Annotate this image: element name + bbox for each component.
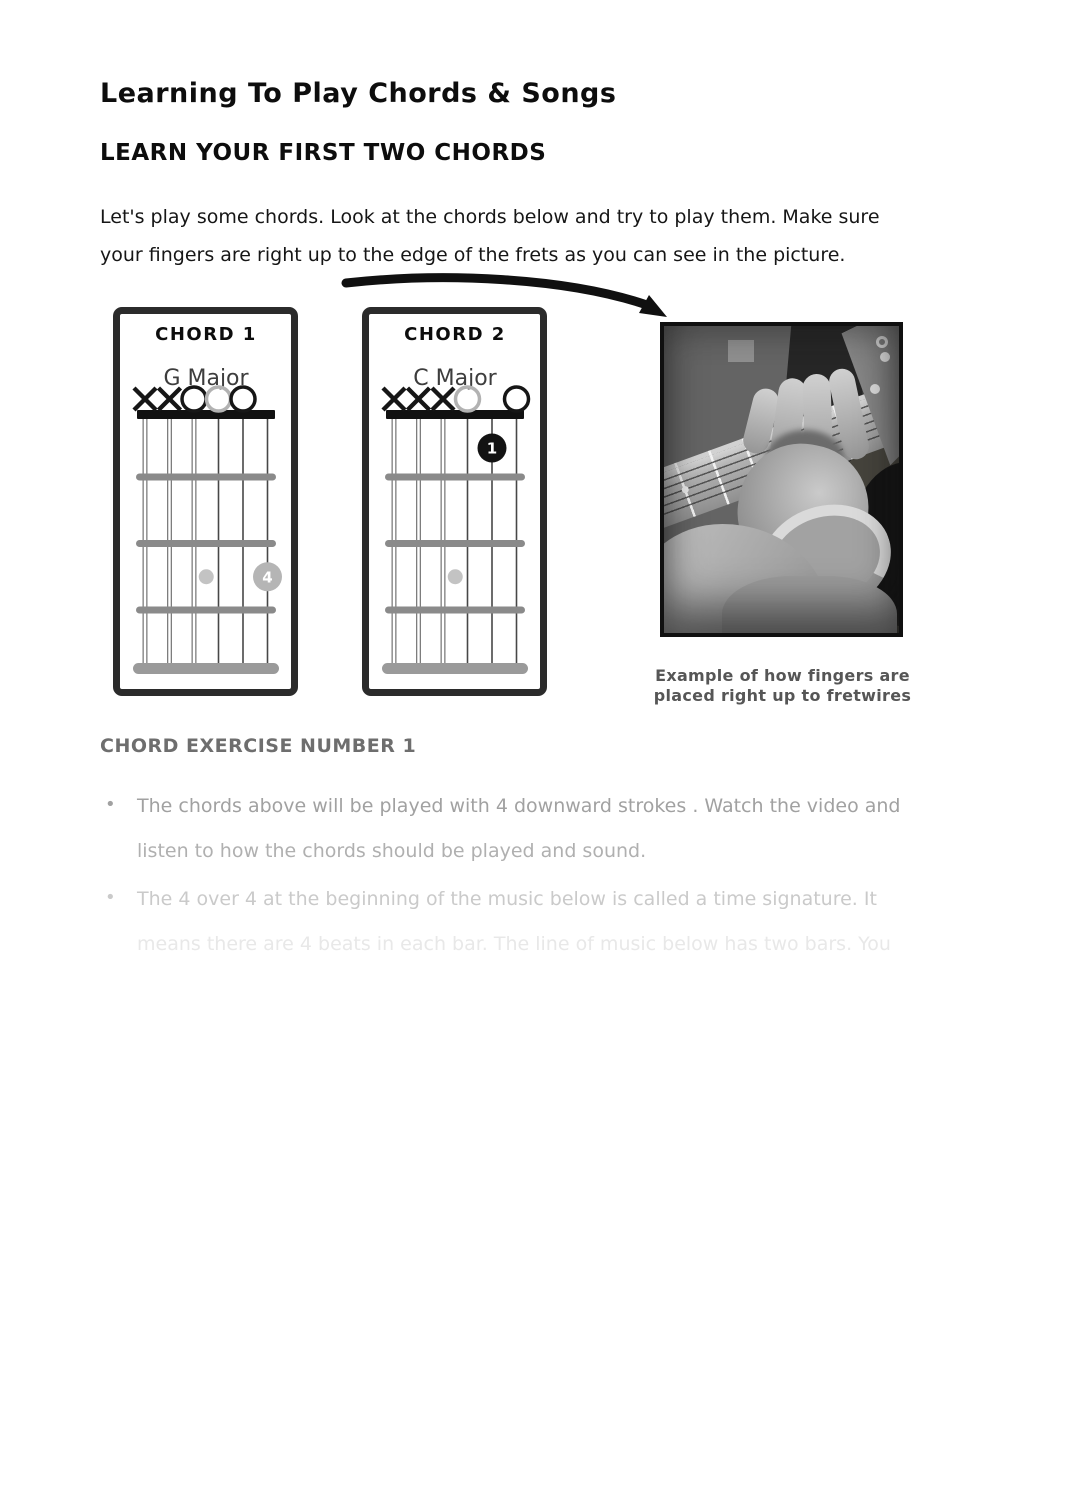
intro-line: your fingers are right up to the edge of the frets as you can see in the picture. — [100, 244, 846, 266]
bullet-text: listen to how the chords should be played and sound. — [137, 840, 647, 862]
fret-bar — [385, 540, 525, 547]
intro-paragraph — [100, 198, 960, 274]
inlay-dot — [199, 569, 214, 584]
inlay-dot — [448, 569, 463, 584]
exercise-heading: CHORD EXERCISE NUMBER 1 — [100, 735, 417, 757]
chord-name: C Major — [413, 366, 497, 391]
bullet-line — [100, 838, 960, 865]
photo-vignette — [664, 326, 899, 633]
muted-string-x-icon — [432, 388, 454, 410]
fretboard-bottom-bar — [133, 663, 279, 674]
chord-box-title: CHORD 2 — [404, 324, 506, 345]
fretboard-bottom-bar — [382, 663, 528, 674]
photo-caption — [645, 666, 920, 706]
bullet-line — [100, 886, 960, 913]
bullet-line — [100, 931, 960, 958]
chord-diagram-c-major — [362, 307, 547, 696]
bullet-line — [100, 793, 960, 820]
page-title: Learning To Play Chords & Songs — [100, 78, 617, 109]
caption-line: placed right up to fretwires — [653, 686, 912, 705]
muted-string-x-icon — [159, 388, 181, 410]
fret-bar — [385, 474, 525, 481]
chord-box-title: CHORD 1 — [155, 324, 257, 345]
fret-bar — [136, 607, 276, 614]
muted-string-x-icon — [383, 388, 405, 410]
bullet-marker: • — [105, 887, 116, 908]
fretting-hand-photo — [660, 322, 903, 637]
bullet-text: The chords above will be played with 4 downward strokes . Watch the video and — [137, 795, 901, 817]
nut-bar — [137, 410, 275, 419]
muted-string-x-icon — [134, 388, 156, 410]
caption-line: Example of how fingers are — [655, 666, 910, 685]
section-heading: LEARN YOUR FIRST TWO CHORDS — [100, 140, 547, 166]
bullet-text: The 4 over 4 at the beginning of the music below is called a time signature. It — [137, 888, 877, 910]
intro-line: Let's play some chords. Look at the chords below and try to play them. Make sure — [100, 206, 880, 228]
finger-number: 1 — [486, 439, 498, 458]
fret-bar — [136, 540, 276, 547]
finger-number: 4 — [262, 568, 273, 587]
fretboard — [382, 387, 529, 674]
muted-string-x-icon — [408, 388, 430, 410]
bullet-marker: • — [105, 794, 116, 815]
chord-diagram-g-major — [113, 307, 298, 696]
chord-name: G Major — [163, 366, 249, 391]
bullet-text: means there are 4 beats in each bar. The line of music below has two bars. You — [137, 933, 891, 955]
fret-bar — [385, 607, 525, 614]
fretboard — [133, 387, 282, 674]
open-string-o-icon — [505, 387, 529, 411]
fret-bar — [136, 474, 276, 481]
nut-bar — [386, 410, 524, 419]
